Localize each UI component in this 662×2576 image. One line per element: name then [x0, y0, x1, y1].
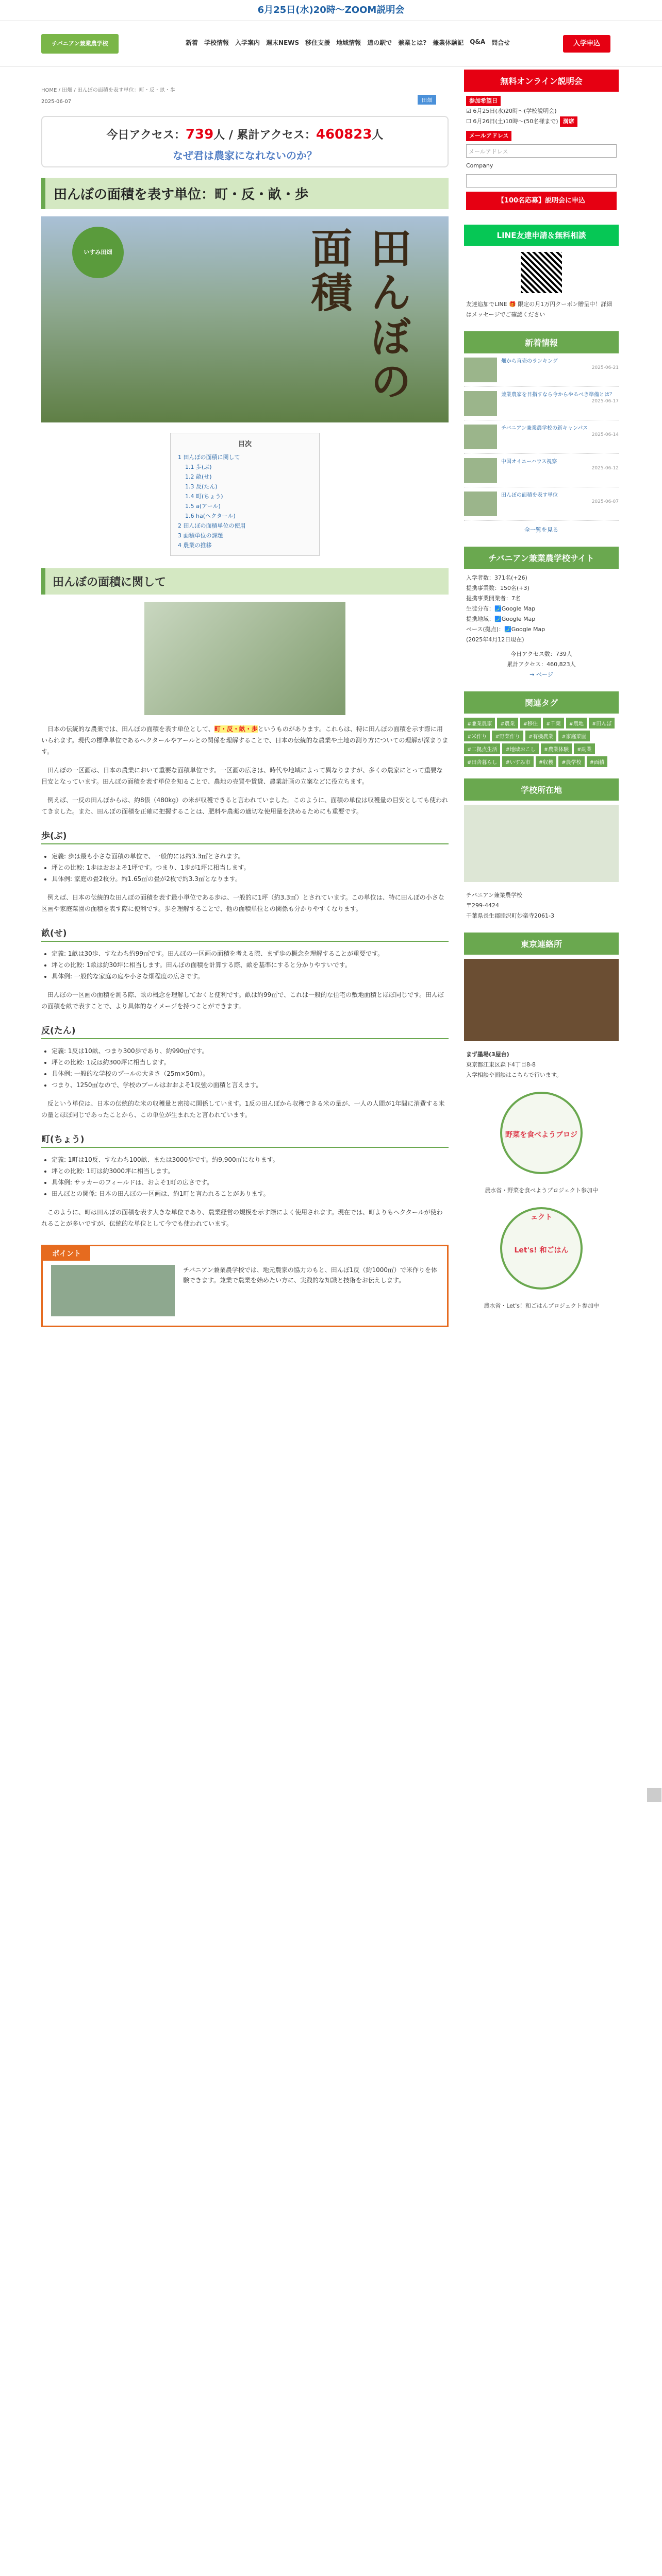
stat-line[interactable]: ベース(拠点)：🗾Google Map [466, 626, 545, 633]
tokyo-title: 東京連絡所 [464, 933, 619, 955]
paragraph: 田んぼの一区画の面積を測る際、畝の概念を理解しておくと便利です。畝は約99㎡で、これは一般的な住宅の敷地面積とほぼ同じです。田んぼの面積を畝で表すことで、より具体的なイメージを持つことができます。 [41, 991, 444, 1010]
point-image [51, 1265, 175, 1316]
tag-chip[interactable]: #農業 [497, 718, 518, 728]
tag-chip[interactable]: #有機農業 [525, 731, 556, 741]
highlight: 町・反・畝・歩 [214, 725, 258, 733]
nav-item[interactable]: 道の駅で [367, 39, 392, 46]
access-counter [41, 116, 449, 167]
toc-item[interactable]: 1.3 反(たん) [185, 483, 218, 490]
list-item: • 定義: 1畝は30歩、すなわち約99㎡です。田んぼの一区画の面積を考える際、まず歩の概念を理解することが重要です。 [52, 948, 449, 959]
news-date: 2025-06-21 [591, 365, 619, 370]
banner1-caption: 農水省・野菜を食べようプロジェクト参加中 [485, 1187, 598, 1194]
paragraph: このように、町は田んぼの面積を表す大きな単位であり、農業経営の規模を示す際によく使用されます。現在では、町よりもヘクタールが使われることが多いですが、伝統的な単位として今でも使われています。 [41, 1209, 443, 1227]
stat-line[interactable]: 生徒分布：🗾Google Map [466, 605, 536, 612]
school-map[interactable] [464, 805, 619, 882]
toc-item[interactable]: 1.1 歩(ぶ) [185, 464, 212, 470]
stat-line: (2025年4月12日現在) [466, 636, 524, 643]
tag-chip[interactable]: #面積 [587, 756, 607, 767]
washoku-project-banner[interactable]: Let's! 和ごはん [500, 1207, 583, 1290]
toc-item[interactable]: 1.4 町(ちょう) [185, 493, 223, 500]
nav-item[interactable]: 移住支援 [305, 39, 330, 46]
subsection-heading-cho: 町(ちょう) [41, 1132, 449, 1148]
hero-title: 田んぼの面積 [304, 227, 412, 404]
rice-field-photo [144, 602, 345, 715]
tag-chip[interactable]: #田舎暮らし [464, 756, 500, 767]
post-date: 2025-06-07 [41, 99, 72, 105]
vegetable-project-banner[interactable]: 野菜を食べようプロジ [500, 1092, 583, 1174]
table-of-contents [170, 433, 320, 556]
top-announcement[interactable]: 6月25日(水)20時～ZOOM説明会 [0, 0, 662, 21]
tag-chip[interactable]: #家庭菜園 [558, 731, 589, 741]
nav-item[interactable]: 入学案内 [235, 39, 260, 46]
tokyo-address [464, 1045, 619, 1084]
news-item[interactable] [464, 420, 619, 454]
toc-title: 目次 [238, 440, 252, 448]
tag-chip[interactable]: #千葉 [543, 718, 564, 728]
list-item: • 坪との比較: 1畝は約30坪に相当します。田んぼの面積を計算する際、畝を基準にすると分かりやすいです。 [52, 959, 449, 971]
qr-code-icon [521, 252, 562, 293]
seminar-submit-button[interactable]: 【100名応募】説明会に申込 [466, 192, 617, 210]
full-badge: 満席 [560, 116, 577, 127]
tag-chip[interactable]: #米作り [464, 731, 490, 741]
list-item: • 田んぼとの関係: 日本の田んぼの一区画は、約1町と言われることがあります。 [52, 1188, 449, 1199]
list-item: • 定義: 1反は10畝、つまり300歩であり、約990㎡です。 [52, 1045, 449, 1057]
tag-chip[interactable]: #野菜作り [492, 731, 523, 741]
seminar-form [464, 92, 619, 218]
scroll-top-button[interactable] [647, 1788, 661, 1802]
email-input[interactable]: メールアドレス [466, 144, 617, 158]
line-friend-button[interactable]: LINE友達申請＆無料相談 [464, 225, 619, 246]
tokyo-name: まず墨場(3屋台) [466, 1051, 509, 1058]
toc-list [178, 452, 312, 550]
tokyo-note: 入学相談や面談はこちらで行います。 [466, 1072, 562, 1078]
banner2-caption: 農水省・Let's！和ごはんプロジェクト参加中 [484, 1302, 599, 1309]
access-suffix: 人 [372, 129, 384, 142]
news-title: 新着情報 [464, 331, 619, 353]
category-tag[interactable]: 田畑 [418, 95, 436, 105]
point-box [41, 1245, 449, 1327]
news-thumbnail [464, 358, 497, 382]
hero-badge: いすみ田畑 [72, 227, 124, 278]
nav-item[interactable]: 問合せ [491, 39, 510, 46]
nav-item[interactable]: Q&A [470, 38, 486, 45]
site-logo[interactable]: チバニアン兼業農学校 [41, 34, 119, 54]
subsection-heading-se: 畝(せ) [41, 926, 449, 942]
access-line [42, 126, 448, 142]
tag-chip[interactable]: #地域おこし [502, 743, 538, 754]
news-item[interactable] [464, 454, 619, 487]
nav-item[interactable]: 地域情報 [336, 39, 361, 46]
list-item: • 定義: 歩は最も小さな面積の単位で、一般的には約3.3㎡とされます。 [52, 851, 449, 862]
sidebar [464, 70, 619, 1315]
news-thumbnail [464, 492, 497, 516]
access-today: 今日アクセス数：739人 [510, 651, 572, 657]
toc-item[interactable]: 4 農業の推移 [178, 542, 212, 549]
news-thumbnail [464, 425, 497, 449]
school-title: チバニアン兼業農学校サイト [464, 547, 619, 569]
toc-item[interactable]: 3 面積単位の課題 [178, 532, 223, 539]
toc-item[interactable]: 1 田んぼの面積に関して [178, 454, 240, 461]
section-heading: 田んぼの面積に関して [41, 568, 449, 595]
toc-item[interactable]: 1.2 畝(せ) [185, 473, 212, 480]
line-note: 友達追加でLINE 🎁 限定の月1万円クーポン贈呈中！詳細はメッセージでご確認ください [466, 301, 613, 318]
school-address [464, 886, 619, 925]
map-title: 学校所在地 [464, 778, 619, 801]
nav-item[interactable]: 学校情報 [204, 39, 229, 46]
news-more-link[interactable]: 全一覧を見る [524, 527, 558, 533]
subsection-heading-tan: 反(たん) [41, 1023, 449, 1039]
tag-chip[interactable]: #田んぼ [589, 718, 615, 728]
news-title[interactable]: チバニアン兼業農学校の新キャンパス [501, 426, 588, 431]
paragraph: 日本の伝統的な農業では、田んぼの面積を表す単位として、町・反・畝・歩というものがあります。これらは、特に田んぼの面積を示す際に用いられます。現代の標準単位であるヘクタールやアールとの関係を理解することで、日本の伝統的な農業や土地の測り方についての理解が深まります。 [41, 725, 449, 755]
list-item: • 坪との比較: 1町は約3000坪に相当します。 [52, 1165, 449, 1177]
tag-chip[interactable]: #移住 [520, 718, 541, 728]
bullet-list [52, 948, 449, 982]
list-item: • 具体例: サッカーのフィールドは、およそ1町の広さです。 [52, 1177, 449, 1188]
paragraph: 反という単位は、日本の伝統的な米の収穫量と密接に関係しています。1反の田んぼから収穫できる米の量が、一人の人間が1年間に消費する米の量とほぼ同じであったことから、この単位が生まれたと言われています。 [41, 1100, 445, 1118]
list-item: • 定義: 1町は10反、すなわち100畝、または3000歩です。約9,900㎡になります。 [52, 1154, 449, 1165]
date-option-1[interactable]: ☑ 6月25日(水)20時～(学校説明会) [466, 108, 557, 114]
list-item: • 坪との比較: 1反は約300坪に相当します。 [52, 1057, 449, 1068]
news-item[interactable] [464, 387, 619, 420]
hero-image [41, 216, 449, 422]
email-label: メールアドレス [466, 131, 511, 141]
main-nav [186, 38, 510, 47]
access-link[interactable]: → ページ [529, 671, 553, 678]
list-item: • 具体例: 一般的な家庭の庭や小さな畑程度の広さです。 [52, 971, 449, 982]
nav-item[interactable]: 新着 [186, 39, 198, 46]
nav-item[interactable]: 兼業体験記 [433, 39, 464, 46]
school-name: チバニアン兼業農学校 [466, 892, 522, 899]
bullet-list [52, 1154, 449, 1199]
date-option-2[interactable]: ☐ 6月26日(土)10時～(50名様まで) 満席 [466, 116, 617, 127]
company-label: Company [466, 162, 493, 169]
news-date: 2025-06-14 [591, 432, 619, 437]
list-item: • 具体例: 一般的な学校のプールの大きさ（25m×50m）。 [52, 1068, 449, 1079]
breadcrumb[interactable]: HOME / 田畑 / 田んぼの面積を表す単位：町・反・畝・歩 [41, 88, 175, 93]
apply-button[interactable]: 入学申込 [563, 35, 610, 53]
tokyo-office-photo [464, 959, 619, 1041]
list-item: • つまり、1250㎡なので、学校のプールはおおよそ1反強の面積と言えます。 [52, 1079, 449, 1091]
news-list [464, 353, 619, 521]
paragraph: 田んぼの一区画は、日本の農業において重要な面積単位です。一区画の広さは、時代や地域によって異なりますが、多くの農家にとって重要な目安となっています。田んぼの面積を表す単位を知ることで、農地の売買や賃貸、農業計画の立案などに役立ちます。 [41, 767, 443, 785]
site-header [0, 21, 662, 67]
date-label: 参加希望日 [466, 96, 501, 106]
page-title: 田んぼの面積を表す単位：町・反・畝・歩 [41, 178, 449, 209]
seminar-title: 無料オンライン説明会 [464, 70, 619, 92]
school-stats [464, 569, 619, 684]
bullet-list [52, 851, 449, 885]
news-title[interactable]: 畑から直売のランキング [501, 359, 558, 364]
news-title[interactable]: 兼業農家を目指すなら今からやるべき準備とは？ [501, 392, 615, 398]
tag-chip[interactable]: #副業 [574, 743, 594, 754]
tag-chip[interactable]: #いすみ市 [502, 756, 533, 767]
access-tagline[interactable]: なぜ君は農家になれないのか？ [173, 149, 317, 162]
news-title[interactable]: 中国オイニーハウス視察 [501, 459, 557, 465]
zip: 〒299-4424 [466, 902, 499, 909]
access-total: 累計アクセス：460,823人 [507, 661, 576, 668]
article-main [41, 116, 449, 1327]
tag-list [464, 714, 619, 771]
company-input[interactable] [466, 174, 617, 188]
nav-item[interactable]: 週末NEWS [266, 39, 300, 46]
stat-line[interactable]: 提携地域：🗾Google Map [466, 616, 536, 622]
news-date: 2025-06-07 [591, 499, 619, 504]
stat-line: 提携事業開業者：7名 [466, 595, 521, 602]
stat-line: 提携事業数：150名(+3) [466, 585, 529, 591]
nav-item[interactable]: 兼業とは? [398, 39, 427, 46]
toc-item[interactable]: 2 田んぼの面積単位の使用 [178, 522, 246, 529]
tag-chip[interactable]: #収穫 [536, 756, 556, 767]
bullet-list [52, 1045, 449, 1091]
point-text: チバニアン兼業農学校では、地元農家の協力のもと、田んぼ1反（約1000㎡）で米作りを体験できます。兼業で農業を始めたい方に、実践的な知識と技術をお伝えします。 [183, 1266, 437, 1284]
today-count: 739 [185, 127, 214, 142]
stat-line: 入学者数：371名(+26) [466, 574, 527, 581]
subsection-heading-bu: 歩(ぶ) [41, 828, 449, 844]
news-thumbnail [464, 458, 497, 483]
tag-chip[interactable]: #農業体験 [541, 743, 572, 754]
tag-chip[interactable]: #農学校 [558, 756, 584, 767]
tag-chip[interactable]: #農地 [566, 718, 587, 728]
access-prefix: 今日アクセス： [106, 129, 186, 142]
paragraph: 例えば、日本の伝統的な田んぼの面積を表す最小単位である歩は、一般的に1坪（約3.3㎡）とされています。この単位は、特に田んぼの小さな区画や家庭菜園の面積を表す際に便利です。歩を理解することで、他の面積単位との関係も分かりやすくなります。 [41, 894, 444, 912]
tags-title: 関連タグ [464, 691, 619, 714]
news-date: 2025-06-17 [591, 399, 619, 404]
paragraph: 例えば、一反の田んぼからは、約8俵（480kg）の米が収穫できると言われていました。このように、面積の単位は収穫量の目安としても使われてきました。また、田んぼの面積を正確に把握することは、肥料や農薬の適切な使用量を決めるためにも重要です。 [41, 796, 449, 815]
news-item[interactable] [464, 487, 619, 521]
list-item: • 坪との比較: 1歩はおおよそ1坪です。つまり、1歩が1坪に相当します。 [52, 862, 449, 873]
address: 千葉県長生郡睦沢町妙楽寺2061-3 [466, 912, 554, 919]
toc-item[interactable]: 1.6 ha(ヘクタール) [185, 513, 236, 519]
point-label: ポイント [43, 1246, 90, 1261]
news-date: 2025-06-12 [591, 466, 619, 471]
tag-chip[interactable]: #兼業農家 [464, 718, 495, 728]
tokyo-street: 東京都江東区森下4丁目8-8 [466, 1061, 536, 1068]
access-sep: 人 / 累計アクセス： [213, 129, 316, 142]
toc-item[interactable]: 1.5 a(アール) [185, 503, 221, 510]
news-thumbnail [464, 391, 497, 416]
list-item: • 具体例: 家庭の畳2枚分。約1.65㎡の畳が2枚で約3.3㎡となります。 [52, 873, 449, 885]
news-title[interactable]: 田んぼの面積を表す単位 [501, 493, 558, 498]
news-item[interactable] [464, 353, 619, 387]
total-count: 460823 [316, 127, 372, 142]
tag-chip[interactable]: #二拠点生活 [464, 743, 500, 754]
